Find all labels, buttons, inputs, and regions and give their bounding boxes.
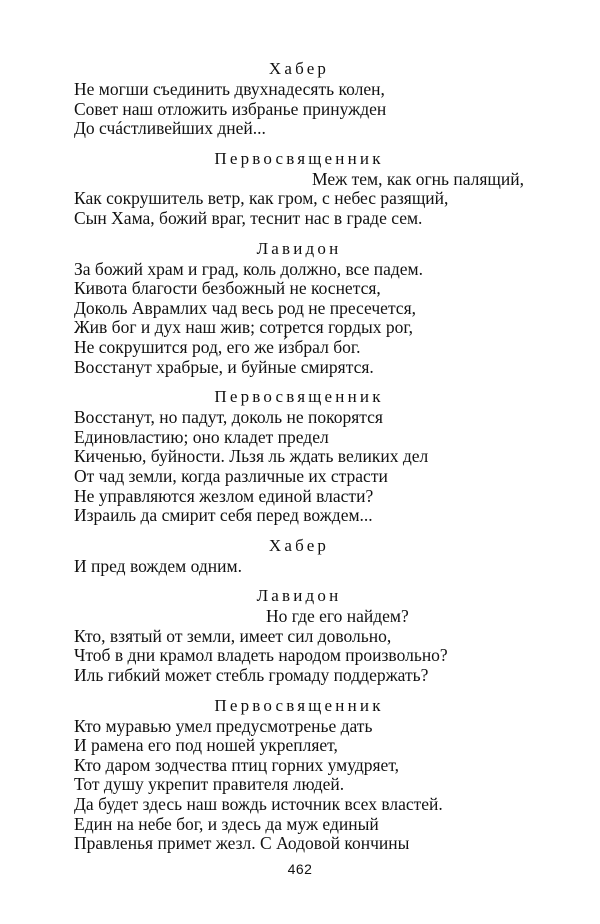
verse-line: Восстанут храбрые, и буйные смирятся. xyxy=(74,356,374,377)
verse-line: Кивота благости безбожный не коснется, xyxy=(74,278,381,299)
dialogue-block xyxy=(74,148,524,229)
verse-line: Но где его найдем? xyxy=(266,606,409,627)
speaker-name: Лавидон xyxy=(256,238,342,258)
verse-line: Как сокрушитель ветр, как гром, с небес разящий, xyxy=(74,188,449,209)
verse-line: Да будет здесь наш вождь источник всех властей. xyxy=(74,794,443,815)
speaker-name: Хабер xyxy=(268,535,330,555)
verse-line: Сын Хама, божий враг, теснит нас в граде сем. xyxy=(74,207,423,228)
verse-line: И пред вождем одним. xyxy=(74,555,242,576)
verse-line: Киченью, буйности. Льзя ль ждать великих дел xyxy=(74,446,429,467)
verse-line: До счáстливейших дней... xyxy=(74,118,266,139)
verse-line: И рамена его под ношей укрепляет, xyxy=(74,735,338,756)
dialogue-block xyxy=(74,58,524,139)
verse-line: Правленья примет жезл. С Аодовой кончины xyxy=(74,833,410,854)
verse-line: Не сокрушится род, его же и́збрал бог. xyxy=(74,336,361,357)
dialogue-block xyxy=(74,585,524,685)
dialogue-block xyxy=(74,695,524,854)
speaker-name: Первосвященник xyxy=(214,695,384,715)
speaker-name: Лавидон xyxy=(256,586,342,606)
dialogue-block xyxy=(74,535,524,577)
verse-line: Совет наш отложить избранье принужден xyxy=(74,98,387,119)
verse-line: Кто даром зодчества птиц горних умудряет, xyxy=(74,754,400,775)
verse-line: Кто, взятый от земли, имеет сил довольно, xyxy=(74,625,392,646)
verse-line: Меж тем, как огнь палящий, xyxy=(312,168,524,189)
verse-line: За божий храм и град, коль должно, все падем. xyxy=(74,258,424,279)
verse-line: Доколь Аврамлих чад весь род не пресечется, xyxy=(74,297,416,318)
verse-line: Чтоб в дни крамол владеть народом произвольно? xyxy=(74,645,448,666)
dialogue-block xyxy=(74,238,524,378)
speaker-name: Хабер xyxy=(268,59,330,78)
verse-line: Един на небе бог, и здесь да муж единый xyxy=(74,813,379,834)
poem-page xyxy=(74,58,524,854)
verse-line: Тот душу укрепит правителя людей. xyxy=(74,774,345,795)
verse-line: От чад земли, когда различные их страсти xyxy=(74,465,388,486)
verse-line: Жив бог и дух наш жив; сотрется гордых рог, xyxy=(74,317,413,338)
page-number: 462 xyxy=(287,861,313,877)
verse-line: Не могши съединить двухнадесять колен, xyxy=(74,79,385,99)
verse-line: Израиль да смирит себя перед вождем... xyxy=(74,505,373,526)
verse-line: Иль гибкий может стебль громаду поддержать? xyxy=(74,665,429,686)
speaker-name: Первосвященник xyxy=(214,387,384,407)
verse-line: Восстанут, но падут, доколь не покорятся xyxy=(74,407,383,428)
verse-line: Не управляются жезлом единой власти? xyxy=(74,485,374,506)
verse-line: Кто муравью умел предусмотренье дать xyxy=(74,715,373,736)
dialogue-block xyxy=(74,386,524,526)
speaker-name: Первосвященник xyxy=(214,148,384,168)
verse-line: Единовластию; оно кладет предел xyxy=(74,426,329,447)
